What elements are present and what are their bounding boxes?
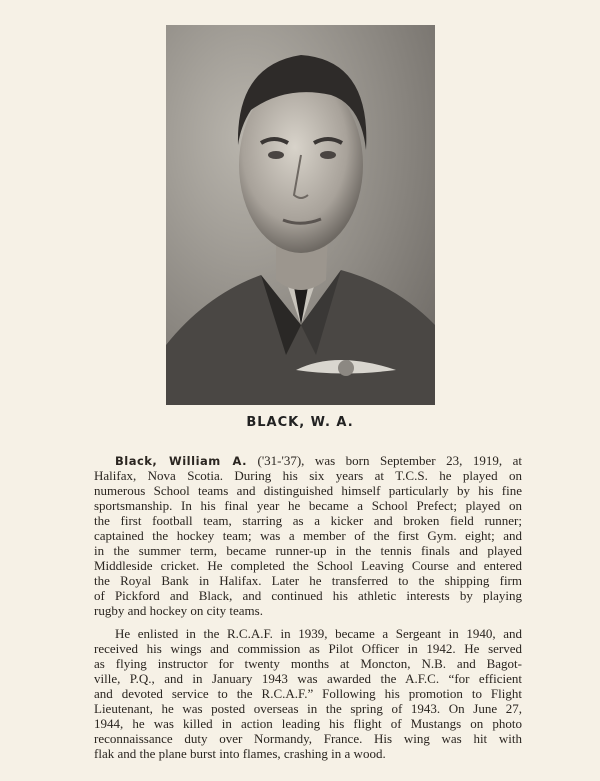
- text-line: reconnaissance duty over Normandy, France. His wing was hit with: [94, 731, 522, 746]
- text-line: rugby and hockey on city teams.: [94, 603, 263, 618]
- biography-paragraph-2: [94, 626, 522, 761]
- text-line: sportsmanship. In his final year he became a School Prefect; played on: [94, 498, 522, 513]
- text-line: Halifax, Nova Scotia. During his six years at T.C.S. he played on: [94, 468, 522, 483]
- text-line: numerous School teams and distinguished himself particularly by his fine: [94, 483, 522, 498]
- portrait-photo: [166, 25, 435, 405]
- text-line: the first football team, starring as a kicker and broken field runner;: [94, 513, 522, 528]
- text-line: received his wings and commission as Pilot Officer in 1942. He served: [94, 641, 522, 656]
- text-line: the Royal Bank in Halifax. Later he transferred to the shipping firm: [94, 573, 522, 588]
- text-line: Middleside cricket. He completed the School Leaving Course and entered: [94, 558, 522, 573]
- text-line: 1944, he was killed in action leading his flight of Mustangs on photo: [94, 716, 522, 731]
- text-line: in the summer term, became runner-up in the tennis finals and played: [94, 543, 522, 558]
- text-line: as flying instructor for twenty months at Moncton, N.B. and Bagot-: [94, 656, 522, 671]
- text-line: and devoted service to the R.C.A.F.” Following his promotion to Flight: [94, 686, 522, 701]
- portrait-caption: BLACK, W. A.: [246, 415, 354, 430]
- text-line: ville, P.Q., and in January 1943 was awarded the A.F.C. “for efficient: [94, 671, 522, 686]
- text-line: flak and the plane burst into flames, crashing in a wood.: [94, 746, 386, 761]
- text-line: Black, William A. ('31-'37), was born September 23, 1919, at: [115, 453, 522, 468]
- text-line: captained the hockey team; was a member of the first Gym. eight; and: [94, 528, 522, 543]
- text-line: He enlisted in the R.C.A.F. in 1939, became a Sergeant in 1940, and: [115, 626, 522, 641]
- text-line: Lieutenant, he was posted overseas in the spring of 1943. On June 27,: [94, 701, 522, 716]
- biography-paragraph-1: [94, 453, 522, 618]
- subject-name: Black, William A.: [115, 454, 247, 468]
- text-line: of Pickford and Black, and continued his athletic interests by playing: [94, 588, 522, 603]
